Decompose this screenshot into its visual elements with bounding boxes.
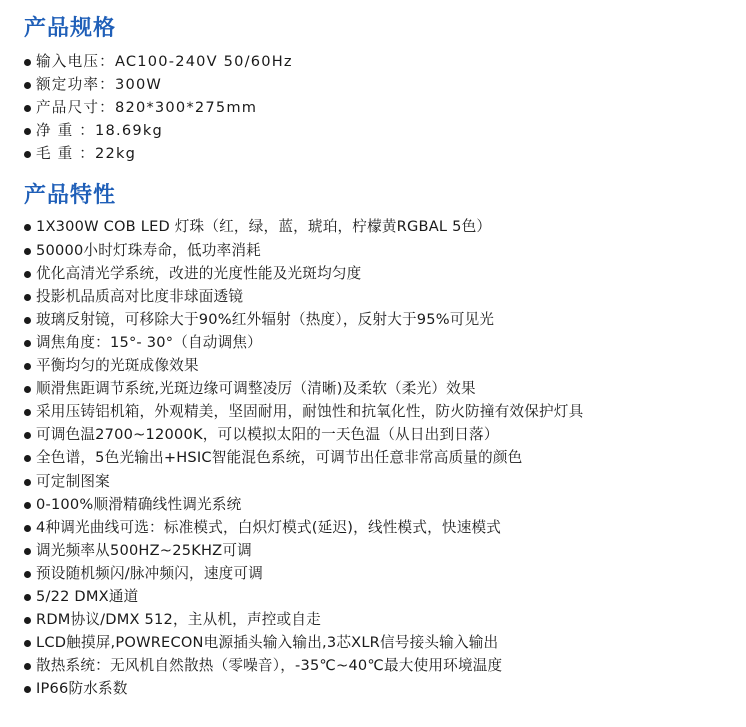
features-item-text: 4种调光曲线可选：标准模式，白炽灯模式(延迟)，线性模式，快速模式 [36, 518, 502, 536]
bullet-icon [24, 340, 31, 347]
features-list [24, 215, 746, 700]
features-item [24, 516, 746, 539]
features-item [24, 215, 746, 238]
features-item-text: 预设随机频闪/脉冲频闪，速度可调 [36, 564, 264, 582]
bullet-icon [24, 151, 31, 158]
bullet-icon [24, 617, 31, 624]
specs-item [24, 142, 746, 165]
bullet-icon [24, 594, 31, 601]
features-item [24, 400, 746, 423]
bullet-icon [24, 59, 31, 66]
features-item-text: IP66防水系数 [36, 680, 128, 698]
features-item [24, 308, 746, 331]
features-item [24, 354, 746, 377]
bullet-icon [24, 548, 31, 555]
features-item [24, 331, 746, 354]
bullet-icon [24, 224, 31, 231]
bullet-icon [24, 386, 31, 393]
features-item [24, 654, 746, 677]
features-item [24, 631, 746, 654]
features-item-text: 全色谱，5色光输出+HSIC智能混色系统，可调节出任意非常高质量的颜色 [36, 449, 523, 467]
features-item-text: 1X300W COB LED 灯珠（红，绿，蓝，琥珀，柠檬黄RGBAL 5色） [36, 218, 492, 236]
features-item [24, 262, 746, 285]
specs-item-text: 额定功率：300W [36, 76, 163, 94]
features-item-text: 投影机品质高对比度非球面透镜 [36, 287, 244, 305]
bullet-icon [24, 479, 31, 486]
specs-item [24, 50, 746, 73]
features-item-text: 平衡均匀的光斑成像效果 [36, 357, 199, 375]
bullet-icon [24, 525, 31, 532]
features-item [24, 423, 746, 446]
bullet-icon [24, 248, 31, 255]
bullet-icon [24, 317, 31, 324]
features-item-text: LCD触摸屏,POWRECON电源插头输入输出,3芯XLR信号接头输入输出 [36, 634, 499, 652]
features-item-text: 0-100%顺滑精确线性调光系统 [36, 495, 242, 513]
specs-item-text: 毛 重 ：22kg [36, 145, 137, 163]
features-item [24, 493, 746, 516]
features-item [24, 585, 746, 608]
bullet-icon [24, 363, 31, 370]
specs-item [24, 119, 746, 142]
bullet-icon [24, 128, 31, 135]
specs-item [24, 96, 746, 119]
features-item-text: 50000小时灯珠寿命，低功率消耗 [36, 241, 261, 259]
features-item-text: 调光频率从500HZ~25KHZ可调 [36, 541, 252, 559]
bullet-icon [24, 294, 31, 301]
features-item [24, 608, 746, 631]
features-item-text: RDM协议/DMX 512，主从机，声控或自走 [36, 611, 321, 629]
bullet-icon [24, 271, 31, 278]
features-item-text: 可定制图案 [36, 472, 110, 490]
features-item [24, 446, 746, 469]
bullet-icon [24, 686, 31, 693]
features-item [24, 539, 746, 562]
specs-list [24, 50, 746, 165]
specs-item-text: 产品尺寸：820*300*275mm [36, 99, 258, 117]
specs-item [24, 73, 746, 96]
bullet-icon [24, 640, 31, 647]
specs-heading: 产品规格 [24, 16, 117, 41]
features-item-text: 可调色温2700~12000K，可以模拟太阳的一天色温（从日出到日落） [36, 426, 499, 444]
features-item-text: 采用压铸铝机箱，外观精美，坚固耐用，耐蚀性和抗氧化性，防火防撞有效保护灯具 [36, 403, 584, 421]
features-item [24, 377, 746, 400]
features-item-text: 顺滑焦距调节系统,光斑边缘可调整凌厉（清晰)及柔软（柔光）效果 [36, 380, 476, 398]
features-item-text: 散热系统：无风机自然散热（零噪音），-35℃~40℃最大使用环境温度 [36, 657, 503, 675]
features-heading: 产品特性 [24, 183, 117, 209]
features-item [24, 562, 746, 585]
bullet-icon [24, 455, 31, 462]
features-item [24, 239, 746, 262]
bullet-icon [24, 571, 31, 578]
specs-item-text: 净 重 ：18.69kg [36, 122, 163, 140]
bullet-icon [24, 105, 31, 112]
features-item [24, 677, 746, 700]
features-item [24, 470, 746, 493]
features-item-text: 调焦角度：15°- 30°（自动调焦） [36, 333, 262, 351]
features-item [24, 285, 746, 308]
bullet-icon [24, 409, 31, 416]
features-item-text: 玻璃反射镜，可移除大于90%红外辐射（热度），反射大于95%可见光 [36, 310, 495, 328]
features-item-text: 5/22 DMX通道 [36, 587, 139, 605]
features-item-text: 优化高清光学系统，改进的光度性能及光斑均匀度 [36, 264, 362, 282]
bullet-icon [24, 502, 31, 509]
bullet-icon [24, 82, 31, 89]
specs-item-text: 输入电压：AC100-240V 50/60Hz [36, 53, 293, 70]
bullet-icon [24, 663, 31, 670]
bullet-icon [24, 432, 31, 439]
